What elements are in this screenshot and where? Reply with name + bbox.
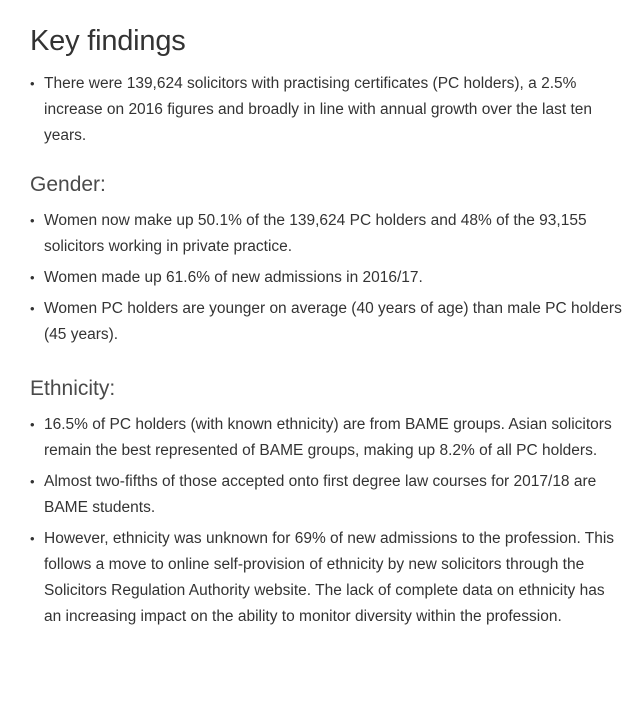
bullet-icon: • xyxy=(30,270,35,285)
list-item-text: Women made up 61.6% of new admissions in 2016/17. xyxy=(44,269,423,286)
list-item xyxy=(30,265,625,291)
list-item xyxy=(30,296,625,348)
bullet-icon: • xyxy=(30,531,35,546)
list-item xyxy=(30,208,625,260)
list-item-text: However, ethnicity was unknown for 69% of new admissions to the profession. This follows a move to online self-provision of ethnicity by new solicitors through the Solicitors Regulation Authority website. The lack of complete data on ethnicity has an increasing impact on the ability to monitor diversity within the profession. xyxy=(44,530,615,625)
bullet-icon: • xyxy=(30,417,35,432)
list-item-text: Women now make up 50.1% of the 139,624 PC holders and 48% of the 93,155 solicitors working in private practice. xyxy=(44,212,587,255)
list-item xyxy=(30,526,625,630)
ethnicity-findings-list xyxy=(30,412,625,630)
page-title: Key findings xyxy=(30,25,186,57)
list-item xyxy=(30,412,625,464)
bullet-icon: • xyxy=(30,474,35,489)
ethnicity-heading: Ethnicity: xyxy=(30,377,116,400)
bullet-icon: • xyxy=(30,301,35,316)
list-item xyxy=(30,469,625,521)
list-item-text: There were 139,624 solicitors with practising certificates (PC holders), a 2.5% increase on 2016 figures and broadly in line with annual growth over the last ten years. xyxy=(44,75,593,144)
gender-findings-list xyxy=(30,208,625,348)
list-item-text: Women PC holders are younger on average (40 years of age) than male PC holders (45 years). xyxy=(44,300,622,343)
bullet-icon: • xyxy=(30,76,35,91)
gender-heading: Gender: xyxy=(30,173,106,196)
bullet-icon: • xyxy=(30,213,35,228)
list-item-text: 16.5% of PC holders (with known ethnicity) are from BAME groups. Asian solicitors remain the best represented of BAME groups, making up 8.2% of all PC holders. xyxy=(44,416,612,459)
list-item-text: Almost two-fifths of those accepted onto first degree law courses for 2017/18 are BAME students. xyxy=(44,473,597,516)
list-item xyxy=(30,71,625,149)
intro-findings-list xyxy=(30,71,625,149)
